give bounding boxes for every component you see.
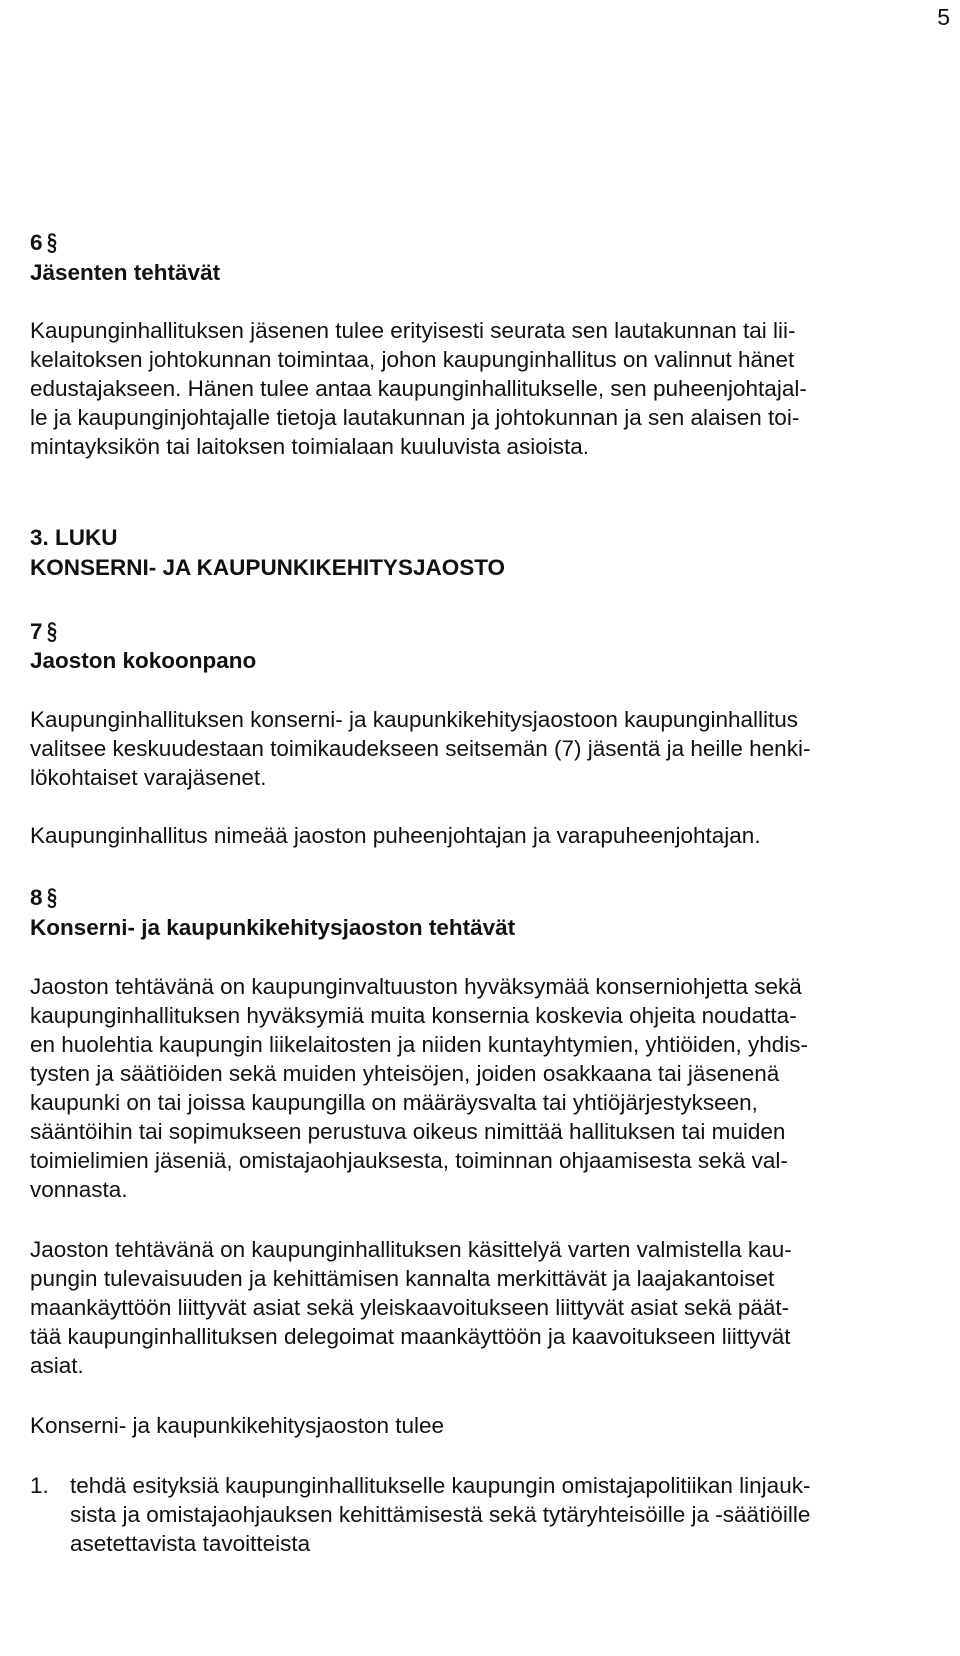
paragraph-line: le ja kaupunginjohtajalle tietoja lautakunnan ja johtokunnan ja sen alaisen toi- <box>30 405 800 430</box>
section-number: 6 <box>30 230 43 255</box>
paragraph-line: asiat. <box>30 1353 84 1378</box>
paragraph-line: Jaoston tehtävänä on kaupunginhallituksen käsittelyä varten valmistella kau- <box>30 1237 792 1262</box>
paragraph-line: Konserni- ja kaupunkikehitysjaoston tulee <box>30 1413 444 1438</box>
list-item-line: sista ja omistajaohjauksen kehittämisestä sekä tytäryhteisöille ja -säätiöille <box>70 1502 811 1527</box>
paragraph-line: kaupunginhallituksen hyväksymiä muita konsernia koskevia ohjeita noudatta- <box>30 1003 797 1028</box>
paragraph-line: edustajakseen. Hänen tulee antaa kaupunginhallitukselle, sen puheenjohtajal- <box>30 376 807 401</box>
section-symbol: § <box>46 884 57 911</box>
paragraph-line: lökohtaiset varajäsenet. <box>30 765 267 790</box>
list-item-line: asetettavista tavoitteista <box>70 1531 311 1556</box>
paragraph-line: Jaoston tehtävänä on kaupunginvaltuuston hyväksymää konserniohjetta sekä <box>30 974 802 999</box>
section-number: 7 <box>30 619 43 644</box>
section-8-heading <box>30 883 60 913</box>
section-8-title: Konserni- ja kaupunkikehitysjaoston tehtävät <box>30 915 516 940</box>
section-symbol: § <box>46 618 57 645</box>
paragraph-line: Kaupunginhallitus nimeää jaoston puheenjohtajan ja varapuheenjohtajan. <box>30 823 761 848</box>
paragraph-line: sääntöihin tai sopimukseen perustuva oikeus nimittää hallituksen tai muiden <box>30 1119 786 1144</box>
paragraph-line: valitsee keskuudestaan toimikaudekseen seitsemän (7) jäsentä ja heille henki- <box>30 736 811 761</box>
list-item-number: 1. <box>30 1473 49 1498</box>
paragraph-line: Kaupunginhallituksen jäsenen tulee erityisesti seurata sen lautakunnan tai lii- <box>30 318 796 343</box>
section-6-heading <box>30 228 60 258</box>
section-7-title: Jaoston kokoonpano <box>30 648 257 673</box>
paragraph-line: tysten ja säätiöiden sekä muiden yhteisöjen, joiden osakkaana tai jäsenenä <box>30 1061 780 1086</box>
page-number: 5 <box>937 4 950 30</box>
list-item-line: tehdä esityksiä kaupunginhallitukselle kaupungin omistajapolitiikan linjauk- <box>70 1473 811 1498</box>
section-6-title: Jäsenten tehtävät <box>30 260 221 285</box>
chapter-title: KONSERNI- JA KAUPUNKIKEHITYSJAOSTO <box>30 555 506 580</box>
paragraph-line: mintayksikön tai laitoksen toimialaan kuuluvista asioista. <box>30 434 590 459</box>
paragraph-line: pungin tulevaisuuden ja kehittämisen kannalta merkittävät ja laajakantoiset <box>30 1266 775 1291</box>
chapter-label: 3. LUKU <box>30 525 118 550</box>
paragraph-line: kaupunki on tai joissa kaupungilla on määräysvalta tai yhtiöjärjestykseen, <box>30 1090 758 1115</box>
paragraph-line: vonnasta. <box>30 1177 128 1202</box>
paragraph-line: en huolehtia kaupungin liikelaitosten ja niiden kuntayhtymien, yhtiöiden, yhdis- <box>30 1032 808 1057</box>
paragraph-line: maankäyttöön liittyvät asiat sekä yleiskaavoitukseen liittyvät asiat sekä päät- <box>30 1295 790 1320</box>
section-number: 8 <box>30 885 43 910</box>
paragraph-line: kelaitoksen johtokunnan toimintaa, johon kaupunginhallitus on valinnut hänet <box>30 347 795 372</box>
section-7-heading <box>30 617 60 647</box>
paragraph-line: Kaupunginhallituksen konserni- ja kaupunkikehitysjaostoon kaupunginhallitus <box>30 707 799 732</box>
paragraph-line: toimielimien jäseniä, omistajaohjauksesta, toiminnan ohjaamisesta sekä val- <box>30 1148 788 1173</box>
section-symbol: § <box>46 229 57 256</box>
paragraph-line: tää kaupunginhallituksen delegoimat maankäyttöön ja kaavoitukseen liittyvät <box>30 1324 791 1349</box>
